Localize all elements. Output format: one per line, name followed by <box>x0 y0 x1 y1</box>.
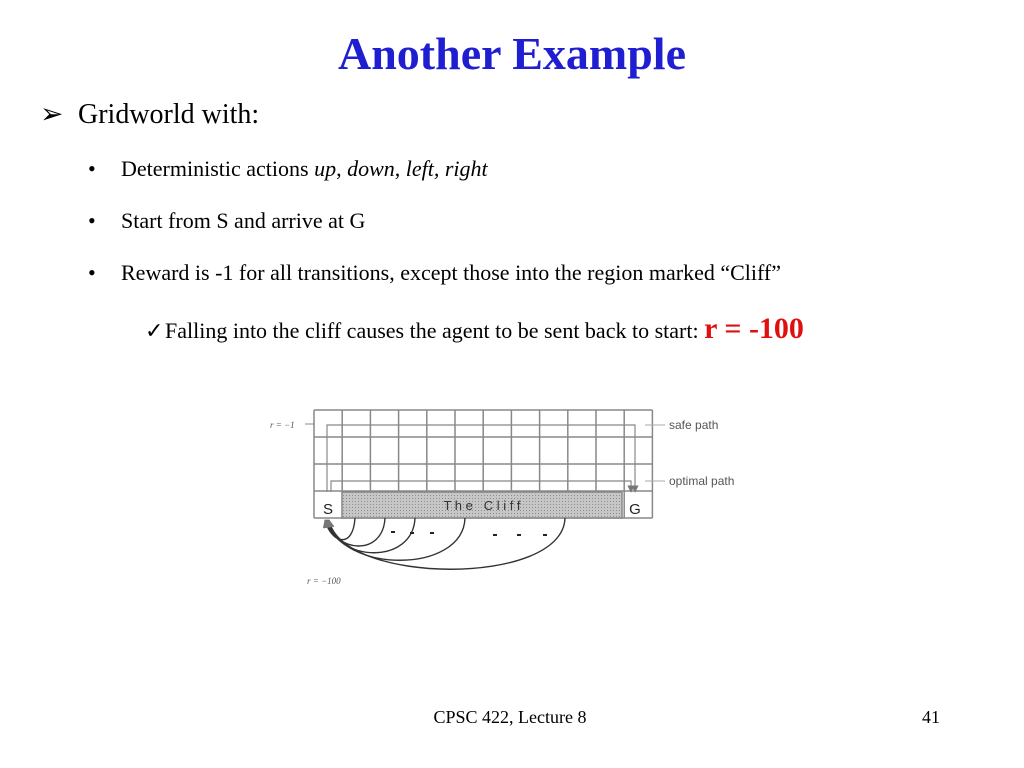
action-down: down <box>347 156 395 181</box>
ellipsis-dots <box>391 531 547 536</box>
ellipsis-dot <box>493 534 497 536</box>
cliff-return-arrows <box>325 518 565 569</box>
bullet-dot-icon: • <box>88 156 96 181</box>
bullet-text: Reward is -1 for all transitions, except those into the region marked “Cliff” <box>121 260 782 285</box>
bullet-text: Start from S and arrive at G <box>121 208 366 233</box>
main-bullet-text: Gridworld with: <box>78 99 260 130</box>
cliff-label: T h e C l i f f <box>443 498 521 513</box>
cliff-return-arrow <box>327 518 415 553</box>
goal-cell-label: G <box>629 501 641 518</box>
bullet-dot-icon: • <box>88 208 96 233</box>
ellipsis-dot <box>391 531 395 533</box>
bullet-reward <box>88 259 781 287</box>
checkmark-icon: ✓ <box>145 318 164 343</box>
main-bullet <box>40 98 259 132</box>
cliff-gridworld-figure <box>265 405 765 595</box>
ellipsis-dot <box>430 532 434 534</box>
safe-path-arrow <box>327 425 635 492</box>
action-left-right: left, right <box>405 156 488 181</box>
bullet-actions <box>88 155 488 183</box>
reward-step-label: r = −1 <box>270 420 295 430</box>
slide-title: Another Example <box>338 28 686 79</box>
cliff-reward-value: r = -100 <box>704 312 804 345</box>
action-separator: , <box>336 156 348 181</box>
start-cell-label: S <box>322 501 334 518</box>
sub-bullet-cliff <box>145 312 804 348</box>
slide-number: 41 <box>922 707 940 727</box>
ellipsis-dot <box>410 532 414 534</box>
cliff-return-arrow <box>326 518 385 546</box>
cliff-return-arrow <box>329 518 565 569</box>
cliff-return-arrow <box>328 518 465 560</box>
ellipsis-dot <box>543 534 547 536</box>
action-separator: , <box>394 156 406 181</box>
cliff-reward-label: r = −100 <box>307 576 341 586</box>
bullet-dot-icon: • <box>88 260 96 285</box>
action-up: up <box>314 156 337 181</box>
sub-bullet-text: Falling into the cliff causes the agent to be sent back to start: <box>165 318 705 343</box>
ellipsis-dot <box>517 534 521 536</box>
bullet-start-goal <box>88 207 365 235</box>
bullet-text: Deterministic actions <box>121 156 315 181</box>
optimal-path-label: optimal path <box>669 474 735 488</box>
safe-path-label: safe path <box>669 418 719 432</box>
footer-course: CPSC 422, Lecture 8 <box>433 707 587 727</box>
arrow-bullet-icon: ➢ <box>40 99 64 130</box>
